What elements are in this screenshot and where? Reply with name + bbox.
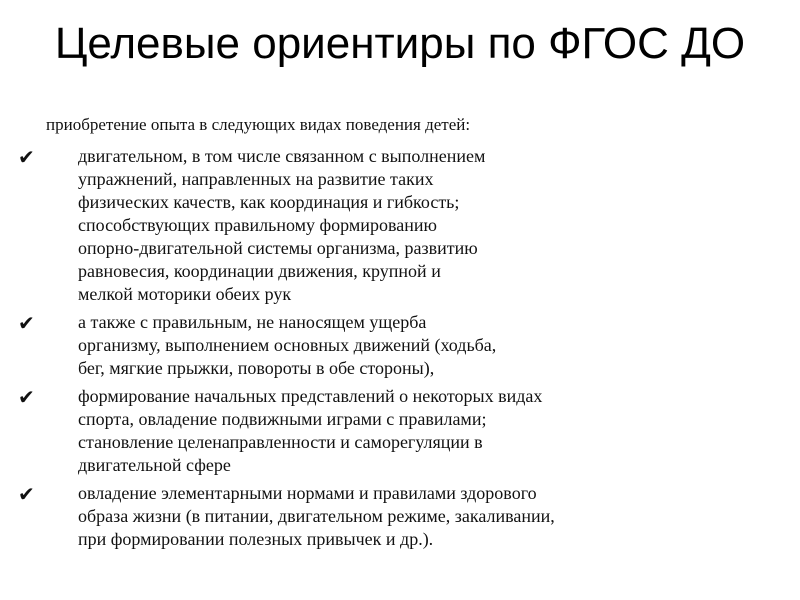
bullet-line: равновесия, координации движения, крупной и [78, 261, 441, 281]
bullet-line: упражнений, направленных на развитие таких [78, 169, 434, 189]
bullet-line: физических качеств, как координация и гибкость; [78, 192, 460, 212]
bullet-line: формирование начальных представлений о некоторых видах [78, 386, 543, 406]
slide-title: Целевые ориентиры по ФГОС ДО [54, 19, 746, 68]
check-mark-icon: ✔ [18, 145, 35, 169]
bullet-line: овладение элементарными нормами и правилами здорового [78, 483, 537, 503]
bullet-line: при формировании полезных привычек и др.). [78, 529, 434, 549]
bullet-line: становление целенаправленности и саморегуляции в [78, 432, 483, 452]
bullet-item-healthy-lifestyle [0, 482, 720, 551]
bullet-line: бег, мягкие прыжки, повороты в обе стороны), [78, 358, 435, 378]
check-mark-icon: ✔ [18, 385, 35, 409]
bullet-line: организму, выполнением основных движений (ходьба, [78, 335, 497, 355]
bullet-line: двигательном, в том числе связанном с выполнением [78, 146, 486, 166]
bullet-line: способствующих правильному формированию [78, 215, 437, 235]
bullet-line: а также с правильным, не наносящем ущерба [78, 312, 427, 332]
bullet-item-sports [0, 385, 720, 477]
bullet-line: спорта, овладение подвижными играми с правилами; [78, 409, 487, 429]
check-mark-icon: ✔ [18, 482, 35, 506]
bullet-item-movements [0, 311, 720, 380]
bullet-line: опорно-двигательной системы организма, развитию [78, 238, 478, 258]
bullet-line: образа жизни (в питании, двигательном режиме, закаливании, [78, 506, 555, 526]
bullet-line: двигательной сфере [78, 455, 231, 475]
check-mark-icon: ✔ [18, 311, 35, 335]
bullet-item-motor [0, 145, 720, 306]
bullet-line: мелкой моторики обеих рук [78, 284, 292, 304]
bullet-list [0, 145, 720, 556]
slide-subtitle: приобретение опыта в следующих видах поведения детей: [46, 115, 471, 134]
